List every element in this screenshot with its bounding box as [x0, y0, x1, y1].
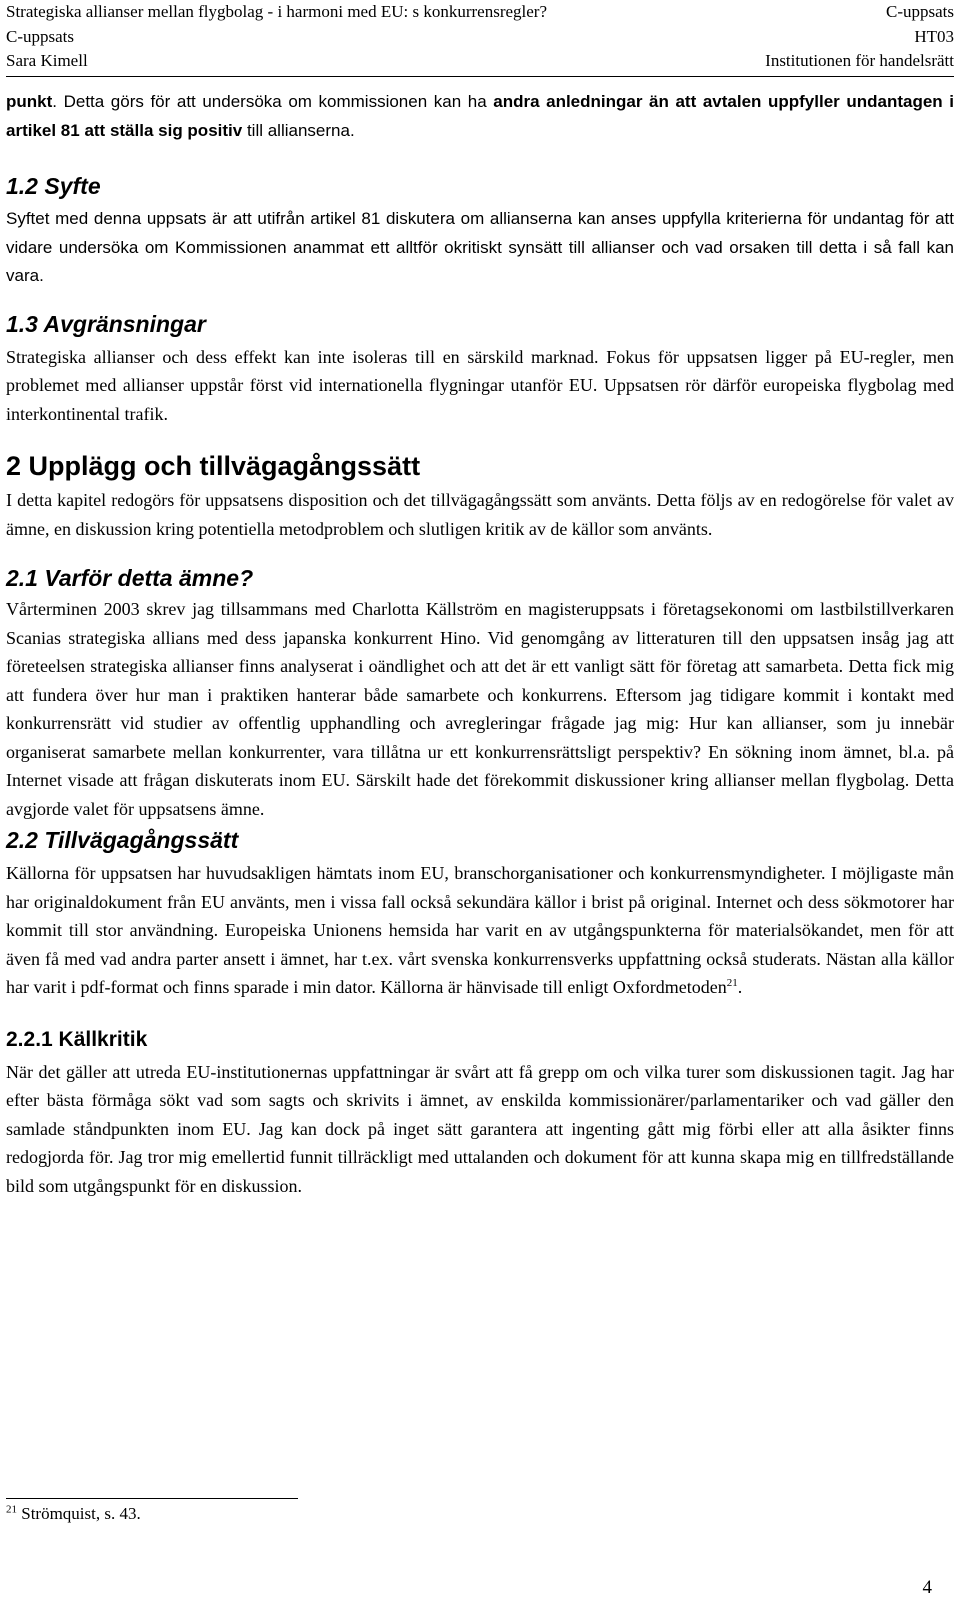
- footnote-text: Strömquist, s. 43.: [17, 1504, 141, 1523]
- footnote-reference[interactable]: 21: [726, 977, 738, 989]
- intro-bold-start: punkt: [6, 92, 53, 111]
- footnote-divider: [6, 1498, 298, 1499]
- page-number: 4: [922, 1577, 932, 1598]
- section-heading-avgransningar: 1.3 Avgränsningar: [6, 310, 206, 337]
- chapter-heading-upplagg: 2 Upplägg och tillvägagångssätt: [6, 451, 421, 481]
- header-department: Institutionen för handelsrätt: [765, 51, 954, 70]
- intro-text-end: till allianserna.: [242, 120, 355, 140]
- footnote-number: 21: [6, 1503, 17, 1516]
- header-type-left: C-uppsats: [6, 26, 74, 46]
- section-heading-syfte: 1.2 Syfte: [6, 173, 101, 199]
- header-term: HT03: [914, 26, 954, 46]
- section-heading-varfor: 2.1 Varför detta ämne?: [6, 565, 254, 591]
- paragraph-tillvagagangssatt: [6, 859, 954, 1002]
- paragraph-varfor: Vårterminen 2003 skrev jag tillsammans med Charlotta Källström en magisteruppsats i företagsekonomi om lastbilstillverkaren Scanias strategiska allians med dess japanska konkurrent Hino. Vid genomgång av litteraturen till den uppsatsen insåg jag att företeelsen strategiska allianser finns analyserat i oändlighet och att det är ett vanligt sätt för företag att samarbeta. Detta fick mig att fundera över hur man i praktiken hanterar både samarbete och konkurrens. Eftersom jag tidigare kommit i kontakt med konkurrensrätt vid studier av offentlig upphandling och avregleringar frågade jag mig: Hur kan allianser, som ju innebär organiserat samarbete mellan konkurrenter, vara tillåtna ur ett konkurrensrättsligt perspektiv? En sökning inom ämnet, bl.a. på Internet visade att frågan diskuterats inom EU. Särskilt hade det förekommit diskussioner kring allianser mellan flygbolag. Detta avgjorde valet för uppsatsens ämne.: [6, 599, 954, 819]
- intro-paragraph: [6, 88, 954, 145]
- paragraph-kallkritik: När det gäller att utreda EU-institutionernas uppfattningar är svårt att få grepp om och vilka turer som diskussionen tagit. Jag har efter bästa förmåga sökt vad som sagts och skrivits i ämnet, av enskilda kommissionärer/parlamentariker och vad gäller den samlade ståndpunkten inom EU. Jag kan dock på inget sätt garantera att ingenting gått mig förbi eller att alla åsikter finns redogjorda för. Jag tror mig emellertid funnit tillräckligt med uttalanden och dokument för att kunna skapa mig en tillfredställande bild som utgångspunkt för en diskussion.: [6, 1061, 954, 1196]
- paragraph-upplagg: I detta kapitel redogörs för uppsatsens disposition och det tillvägagångssätt som använts. Detta följs av en redogörelse för valet av ämne, en diskussion kring potentiella metodproblem och slutligen kritik av de källor som använts.: [6, 490, 954, 539]
- intro-bold-phrase: andra anledningar än att avtalen uppfyller undantagen i artikel 81 att ställa sig positiv: [6, 92, 954, 140]
- section-heading-tillvagagangssatt: 2.2 Tillvägagångssätt: [6, 827, 239, 853]
- header-author: Sara Kimell: [6, 51, 88, 70]
- paragraph-tillvagagangssatt-end: .: [737, 977, 743, 997]
- footnote: [6, 1503, 141, 1525]
- paragraph-tillvagagangssatt-text: Källorna för uppsatsen har huvudsakligen hämtats inom EU, branschorganisationer och konkurrensmyndigheter. I möjligaste mån har originaldokument från EU använts, men i vissa fall också sekundära källor i brist på original. Internet och dess sökmotorer har kommit till stor användning. Europeiska Unionens hemsida har varit en av utgångspunkterna för materialsökandet, men för att även få med vad andra parter ansett i ämnet, har t.ex. vårt svenska konkurrensverks uppfattning också studerats. Nästan alla källor har varit i pdf-format och finns sparade i min dator. Källorna är hänvisade till enligt Oxfordmetoden: [6, 863, 954, 997]
- running-header: [6, 0, 954, 74]
- header-divider: [6, 76, 954, 77]
- paragraph-syfte: Syftet med denna uppsats är att utifrån artikel 81 diskutera om allianserna kan anses uppfylla kriterierna för undantag för att vidare undersöka om Kommissionen anammat ett alltför okritiskt synsätt till allianser och vad orsaken till detta i så fall kan vara.: [6, 209, 954, 285]
- header-type-right: C-uppsats: [886, 2, 954, 21]
- intro-text: . Detta görs för att undersöka om kommissionen kan ha: [52, 92, 494, 111]
- page-body: [6, 88, 954, 1200]
- header-title: Strategiska allianser mellan flygbolag - i harmoni med EU: s konkurrensregler?: [6, 2, 548, 21]
- paragraph-avgransningar: Strategiska allianser och dess effekt kan inte isoleras till en särskild marknad. Fokus för uppsatsen ligger på EU-regler, men problemet med allianser uppstår först vid internationella flygningar utanför EU. Uppsatsen rör därför europeiska flygbolag med interkontinental trafik.: [6, 346, 954, 424]
- subsection-heading-kallkritik: 2.2.1 Källkritik: [6, 1027, 148, 1051]
